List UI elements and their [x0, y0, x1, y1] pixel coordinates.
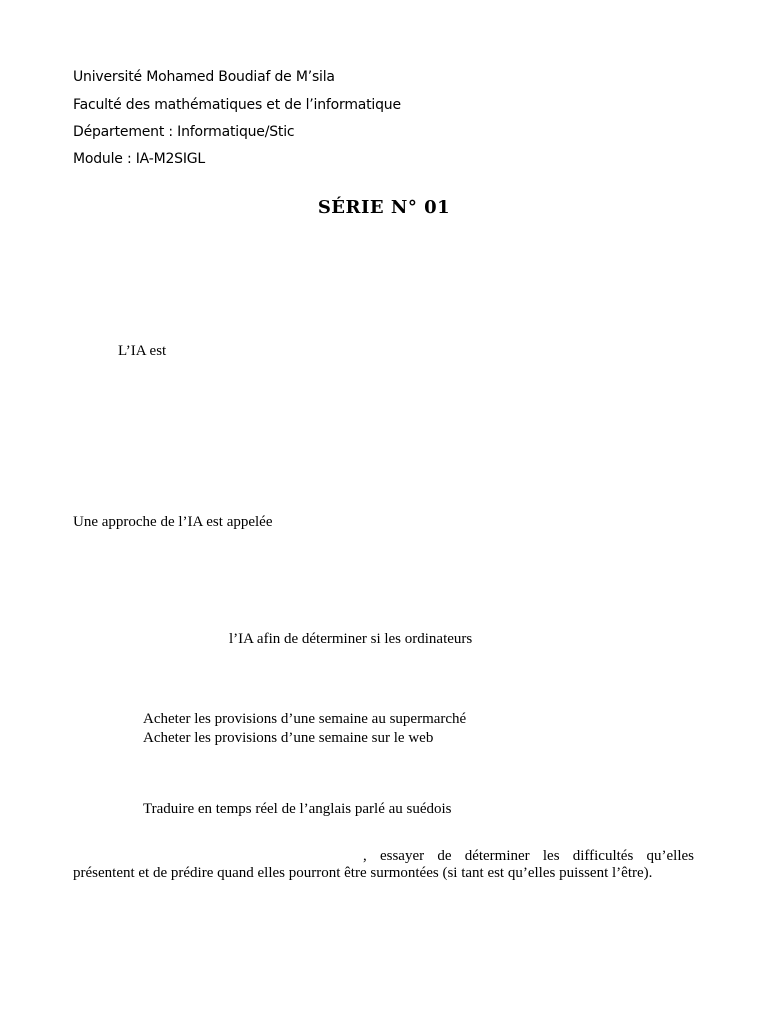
faculty-name: Faculté des mathématiques et de l’informatique: [73, 97, 401, 113]
purpose-line: l’IA afin de déterminer si les ordinateurs: [229, 631, 473, 647]
series-title: SÉRIE N° 01: [317, 197, 451, 218]
module-name: Module : IA-M2SIGL: [73, 151, 206, 167]
final-paragraph: [73, 848, 694, 882]
task-item: Traduire en temps réel de l’anglais parlé au suédois: [143, 801, 452, 817]
department-name: Département : Informatique/Stic: [73, 124, 295, 140]
approach-line: Une approche de l’IA est appelée: [73, 514, 273, 530]
task-item: Acheter les provisions d’une semaine sur le web: [143, 730, 434, 746]
final-paragraph-text: , essayer de déterminer les difficultés qu’elles présentent et de prédire quand elles pourront être surmontées (si tant est qu’elles puissent l’être).: [73, 848, 694, 881]
task-item: Acheter les provisions d’une semaine au supermarché: [143, 711, 467, 727]
university-name: Université Mohamed Boudiaf de M’sila: [73, 69, 335, 85]
ia-definition-line: L’IA est: [118, 343, 167, 359]
